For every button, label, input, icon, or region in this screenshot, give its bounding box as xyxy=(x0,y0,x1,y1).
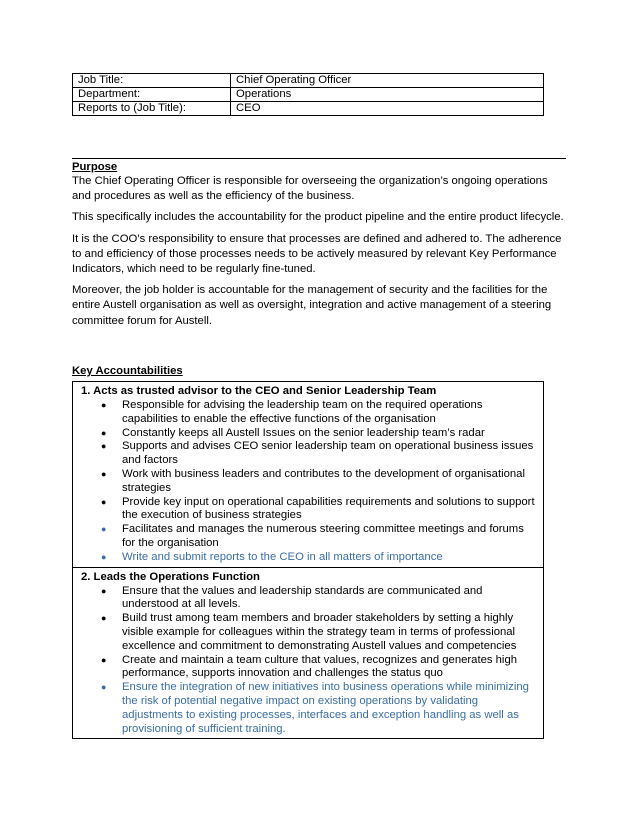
accountability-title-1: 1. Acts as trusted advisor to the CEO and Senior Leadership Team xyxy=(81,385,437,397)
list-item-text: Create and maintain a team culture that values, recognizes and generates high performance, supports innovation and challenges the status quo xyxy=(122,653,518,680)
purpose-section xyxy=(72,158,566,335)
accountability-title-2: 2. Leads the Operations Function xyxy=(81,570,260,583)
bullet-icon: ● xyxy=(101,441,107,452)
list-item xyxy=(81,585,535,613)
bullet-icon: ● xyxy=(101,427,107,438)
department-value: Operations xyxy=(231,88,544,102)
table-row xyxy=(73,382,544,568)
list-item-text: Write and submit reports to the CEO in all matters of importance xyxy=(122,550,443,563)
reports-to-value: CEO xyxy=(231,102,544,116)
accountability-list-1 xyxy=(81,399,535,565)
job-title-value: Chief Operating Officer xyxy=(231,74,544,88)
table-row xyxy=(73,102,544,116)
list-item xyxy=(81,612,535,653)
job-info-table xyxy=(72,73,544,116)
list-item xyxy=(81,681,535,736)
list-item-text: Ensure that the values and leadership standards are communicated and understood at all levels. xyxy=(122,584,483,611)
bullet-icon: ● xyxy=(101,524,107,535)
purpose-paragraph-4: Moreover, the job holder is accountable for the management of security and the facilities for the entire Austell organisation as well as oversight, integration and active management of a steering committee forum for Austell. xyxy=(72,284,552,327)
list-item xyxy=(81,468,535,496)
bullet-icon: ● xyxy=(101,468,107,479)
bullet-icon: ● xyxy=(101,585,107,596)
key-accountabilities-heading: Key Accountabilities xyxy=(72,365,183,377)
purpose-paragraph-2: This specifically includes the accountability for the product pipeline and the entire product lifecycle. xyxy=(72,211,564,224)
list-item-text: Constantly keeps all Austell Issues on the senior leadership team’s radar xyxy=(122,426,485,439)
list-item xyxy=(81,496,535,524)
bullet-icon: ● xyxy=(101,496,107,507)
bullet-icon: ● xyxy=(101,551,107,562)
purpose-paragraph-3: It is the COO’s responsibility to ensure that processes are defined and adhered to. The adherence to and efficiency of those processes needs to be actively measured by relevant Key Performance Indicators, which need to be regularly fine-tuned. xyxy=(72,232,562,276)
reports-to-label: Reports to (Job Title): xyxy=(73,102,231,116)
list-item-text: Facilitates and manages the numerous steering committee meetings and forums for the organisation xyxy=(122,523,524,549)
list-item xyxy=(81,440,535,468)
list-item xyxy=(81,551,535,565)
list-item-text: Build trust among team members and broader stakeholders by setting a highly visible example for colleagues within the strategy team in terms of professional excellence and commitment to demonstrating Austell values and competencies xyxy=(122,612,517,652)
list-item-text: Ensure the integration of new initiatives into business operations while minimizing the risk of potential negative impact on existing operations by validating adjustments to existing processes, interfaces and exception handling as well as provisioning of sufficient training. xyxy=(122,681,529,735)
purpose-heading: Purpose xyxy=(72,161,118,173)
key-accountabilities-table xyxy=(72,381,544,739)
bullet-icon: ● xyxy=(101,682,107,693)
list-item-text: Work with business leaders and contributes to the development of organisational strategies xyxy=(122,467,525,494)
department-label: Department: xyxy=(73,88,231,102)
bullet-icon: ● xyxy=(101,613,107,624)
table-row xyxy=(73,88,544,102)
table-row xyxy=(73,567,544,739)
list-item-text: Supports and advises CEO senior leadership team on operational business issues and factors xyxy=(122,440,534,467)
purpose-divider xyxy=(72,158,566,174)
bullet-icon: ● xyxy=(101,654,107,665)
accountability-block-1 xyxy=(73,382,544,568)
accountability-list-2 xyxy=(81,585,535,737)
list-item xyxy=(81,654,535,682)
list-item xyxy=(81,399,535,427)
list-item xyxy=(81,523,535,551)
list-item-text: Responsible for advising the leadership team on the required operations capabilities to enable the effective functions of the organisation xyxy=(122,399,483,425)
list-item-text: Provide key input on operational capabilities requirements and solutions to support the execution of business strategies xyxy=(122,495,535,522)
purpose-paragraph-1: The Chief Operating Officer is responsible for overseeing the organization’s ongoing operations and procedures as well as the efficiency of the business. xyxy=(72,175,548,203)
table-row xyxy=(73,74,544,88)
bullet-icon: ● xyxy=(101,400,107,410)
job-title-label: Job Title: xyxy=(73,74,231,88)
accountability-block-2 xyxy=(73,567,544,739)
list-item xyxy=(81,427,535,441)
